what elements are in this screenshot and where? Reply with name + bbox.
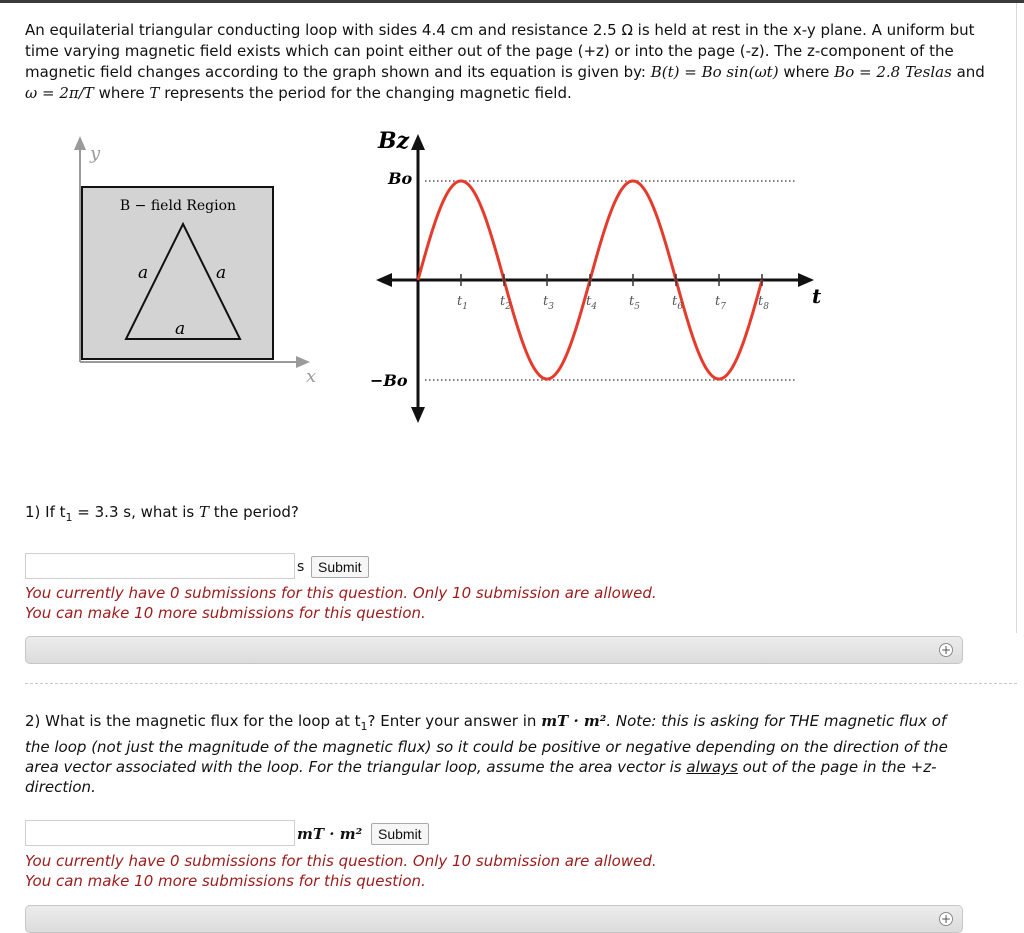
q2-status <box>25 851 657 891</box>
q2-always: always <box>686 758 738 776</box>
q2-text-mid: ? Enter your answer in <box>367 712 542 730</box>
tick-label-t8: $t_8$ <box>758 294 769 312</box>
equation: B(t) = Bo sin(ωt) <box>650 63 779 81</box>
t-axis-label: t <box>812 284 822 308</box>
where-word-2: where <box>93 84 150 102</box>
q1-text-mid: = 3.3 s, what is <box>72 503 199 521</box>
q2-answer-input[interactable] <box>25 820 295 846</box>
top-border <box>0 0 1024 3</box>
q2-unit-math: mT · m² <box>541 712 607 730</box>
plus-circle-icon[interactable]: + <box>940 912 952 926</box>
q2-note-1: . Note: this is asking for THE magnetic flux of the loop (not just the magnitude of the magnetic flux) so it could be positive or negative depending on the direction of the area vector associated with the loop. For the triangular loop, assume the area vector is <box>25 712 948 776</box>
q1-number: 1) <box>25 503 41 521</box>
period-symbol: T <box>149 84 160 102</box>
q2-unit: mT · m² <box>297 825 363 843</box>
problem-statement <box>25 20 985 104</box>
right-scroll-edge <box>1016 3 1017 633</box>
q1-text-pre: If t <box>40 503 66 521</box>
problem-intro: An equilaterial triangular conducting loop with sides 4.4 cm and resistance 2.5 Ω is held at rest in the x-y plane. A uniform but time varying magnetic field exists which can point either out of the page (+z) or into the page (-z). The z-component of the magnetic field changes according to the graph shown and its equation is given by: <box>25 21 975 81</box>
q1-subscript: 1 <box>65 511 73 524</box>
y-axis-arrow-icon <box>74 136 86 150</box>
q2-answer-row <box>25 820 465 848</box>
q2-submit-button[interactable]: Submit <box>371 823 429 845</box>
tick-label-t2: $t_2$ <box>500 294 511 312</box>
q1-submit-button[interactable]: Submit <box>311 556 369 578</box>
q2-subscript: 1 <box>360 720 368 733</box>
tick-label-t4: $t_4$ <box>586 294 597 312</box>
omega-definition: ω = 2π/T <box>25 84 94 102</box>
bz-axis-up-arrow-icon <box>411 134 425 150</box>
q1-status-line-1: You currently have 0 submissions for this question. Only 10 submission are allowed. <box>25 584 657 602</box>
q1-period-symbol: T <box>198 503 209 521</box>
neg-bo-label: −Bo <box>370 371 408 390</box>
bz-graph <box>370 128 822 423</box>
q2-note-2: out of the page in the +z-direction. <box>25 758 937 796</box>
q2-number: 2) <box>25 712 41 730</box>
q1-unit: s <box>297 559 305 575</box>
q1-status-line-2: You can make 10 more submissions for this question. <box>25 604 426 622</box>
bo-label: Bo <box>388 169 413 188</box>
bz-label: Bz <box>378 128 410 154</box>
bo-definition: Bo = 2.8 Teslas <box>834 63 952 81</box>
problem-tail: represents the period for the changing magnetic field. <box>159 84 572 102</box>
tick-label-t6: $t_6$ <box>672 294 683 312</box>
and-word: and <box>951 63 985 81</box>
y-axis-label: y <box>90 143 101 164</box>
q1-status <box>25 583 657 623</box>
tick-label-t3: $t_3$ <box>543 294 554 312</box>
q1-text-post: the period? <box>209 503 299 521</box>
bz-axis-down-arrow-icon <box>411 407 425 423</box>
x-axis-label: x <box>306 366 317 387</box>
q1-collapsible-bar[interactable] <box>25 636 963 664</box>
side-label-bottom: a <box>175 319 186 339</box>
b-field-panel <box>74 136 316 387</box>
tick-label-t5: $t_5$ <box>629 294 640 312</box>
where-word: where <box>778 63 835 81</box>
question-separator <box>25 683 1017 684</box>
q1-answer-row <box>25 553 385 581</box>
side-label-left: a <box>138 263 149 283</box>
side-label-right: a <box>216 263 227 283</box>
tick-label-t7: $t_7$ <box>715 294 726 312</box>
q2-collapsible-bar[interactable] <box>25 905 963 933</box>
question-1 <box>25 502 299 528</box>
q2-text-pre: What is the magnetic flux for the loop at t <box>40 712 361 730</box>
q1-answer-input[interactable] <box>25 553 295 579</box>
t-axis-left-arrow-icon <box>376 273 392 287</box>
problem-figure <box>40 120 820 430</box>
plus-circle-icon[interactable]: + <box>940 643 952 657</box>
tick-label-t1: $t_1$ <box>457 294 468 312</box>
q2-status-line-2: You can make 10 more submissions for this question. <box>25 872 426 890</box>
question-2 <box>25 711 970 797</box>
region-label: B − field Region <box>119 198 237 214</box>
q2-status-line-1: You currently have 0 submissions for this question. Only 10 submission are allowed. <box>25 852 657 870</box>
